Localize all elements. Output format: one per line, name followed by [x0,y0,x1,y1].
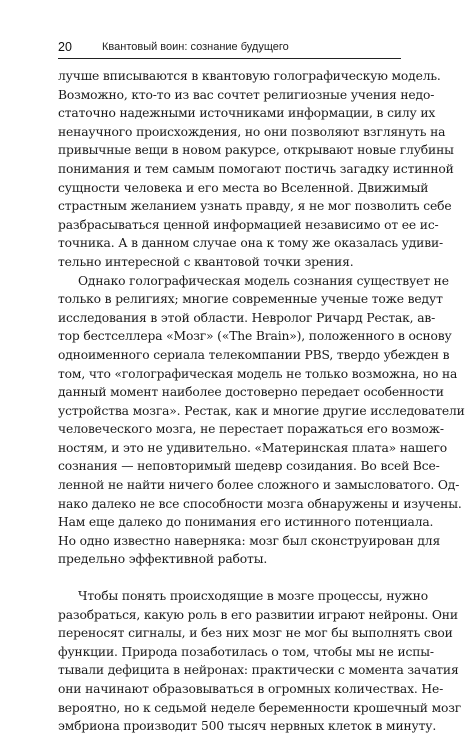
text-line: страстным желанием узнать правду, я не мог позволить себе [58,199,452,214]
text-line: функции. Природа позаботилась о том, чтобы мы не испы- [58,644,434,659]
text-line: Возможно, кто-то из вас сочтет религиозные учения недо- [58,87,435,102]
text-line: предельно эффективной работы. [58,552,268,567]
text-line: Однако голографическая модель сознания существует не [78,273,449,288]
text-line: одноименного сериала телекомпании PBS, твердо убежден в [58,347,450,362]
text-line: привычные вещи в новом ракурсе, открывают новые глубины [58,143,454,158]
text-line: Нам еще далеко до понимания его истинного потенциала. [58,515,434,530]
text-line: они начинают образовываться в огромных количествах. Не- [58,682,444,696]
text-line: ностям, и это не удивительно. «Материнская плата» нашего [58,440,447,455]
text-line: эмбриона производит 500 тысяч нервных клеток в минуту. [58,719,437,734]
text-line: разобраться, какую роль в его развитии играют нейроны. Они [58,607,458,622]
paragraph-2 [58,272,465,570]
text-line: точника. А в данном случае она к тому же оказалась удиви- [58,236,444,251]
text-line: разбрасываться ценной информацией независимо от ее ис- [58,217,439,232]
text-line: нако далеко не все способности мозга обнаружены и изучены. [58,496,462,511]
paragraph-3 [58,587,462,736]
text-line: тельно интересной с квантовой точки зрения. [58,254,354,269]
text-line: только в религиях; многие современные ученые тоже ведут [58,292,443,307]
body-text [58,67,465,736]
text-line: данный момент наиболее достоверно передает особенности [58,385,444,400]
text-line: понимания и тем самым помогают постичь загадку истинной [58,161,454,176]
text-line: статочно надежными источниками информации, в силу их [58,106,436,121]
text-line: сущности человека и его места во Вселенной. Движимый [58,180,429,195]
text-line: переносят сигналы, и без них мозг не мог бы выполнять свои [58,626,453,641]
text-line: вероятно, но к седьмой неделе беременности крошечный мозг [58,700,462,715]
running-header [58,40,401,56]
text-line: исследования в этой области. Невролог Ричард Рестак, ав- [58,310,436,325]
text-line: ленной не найти ничего более сложного и замысловатого. Од- [58,478,460,493]
paragraph-1 [58,67,454,272]
page-number: 20 [58,40,72,54]
text-line: тор бестселлера «Мозг» («The Brain»), положенного в основу [58,329,452,344]
paragraph-gap [58,569,401,587]
header-rule [58,58,401,59]
text-line: устройства мозга». Рестак, как и многие другие исследователи [58,403,465,418]
text-line: Но одно известно наверняка: мозг был сконструирован для [58,533,441,548]
running-title: Квантовый воин: сознание будущего [102,41,289,53]
text-line: тывали дефицита в нейронах: практически с момента зачатия [58,663,459,678]
text-line: сознания — неповторимый шедевр созидания. Во всей Все- [58,459,440,474]
text-line: лучше вписываются в квантовую голографическую модель. [58,69,441,83]
text-line: ненаучного происхождения, но они позволяют взглянуть на [58,124,446,139]
text-line: Чтобы понять происходящие в мозге процессы, нужно [78,589,428,604]
text-line: человеческого мозга, не перестает поражаться его возмож- [58,422,444,437]
text-line: том, что «голографическая модель не только возможна, но на [58,366,458,381]
